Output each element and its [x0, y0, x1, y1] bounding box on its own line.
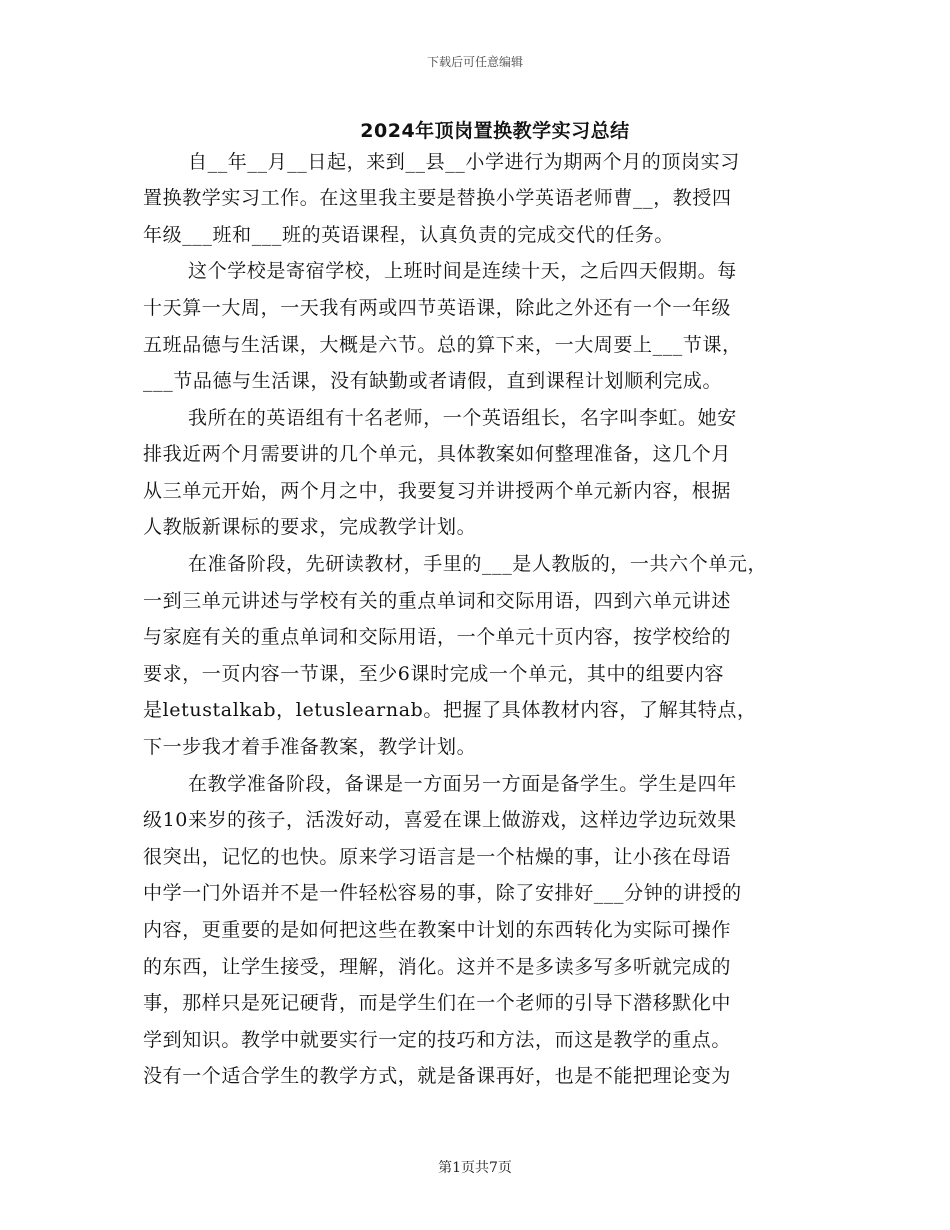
body-line: 级10来岁的孩子，活泼好动，喜爱在课上做游戏，这样边学边玩效果	[143, 809, 737, 831]
body-line: 我所在的英语组有十名老师，一个英语组长，名字叫李虹。她安	[188, 407, 737, 429]
body-line: 置换教学实习工作。在这里我主要是替换小学英语老师曹__，教授四	[143, 187, 732, 209]
body-line: 的东西，让学生接受，理解，消化。这并不是多读多写多听就完成的	[143, 956, 732, 978]
body-line: 在教学准备阶段，备课是一方面另一方面是备学生。学生是四年	[188, 773, 737, 795]
body-line: 是letustalkab，letuslearnab。把握了具体教材内容，了解其特点，	[143, 699, 757, 721]
body-line: 十天算一大周，一天我有两或四节英语课，除此之外还有一个一年级	[143, 297, 732, 319]
body-line: 学到知识。教学中就要实行一定的技巧和方法，而这是教学的重点。	[143, 1029, 732, 1051]
body-line: 人教版新课标的要求，完成教学计划。	[143, 516, 477, 538]
page-header: 下载后可任意编辑	[426, 55, 523, 69]
body-line: 中学一门外语并不是一件轻松容易的事，除了安排好___分钟的讲授的	[143, 882, 742, 904]
body-line: 这个学校是寄宿学校，上班时间是连续十天，之后四天假期。每	[188, 260, 737, 282]
body-line: 五班品德与生活课，大概是六节。总的算下来，一大周要上___节课，	[143, 334, 742, 356]
body-line: 内容，更重要的是如何把这些在教案中计划的东西转化为实际可操作	[143, 919, 732, 941]
body-line: 事，那样只是死记硬背，而是学生们在一个老师的引导下潜移默化中	[143, 992, 732, 1014]
body-line: 一到三单元讲述与学校有关的重点单词和交际用语，四到六单元讲述	[143, 590, 732, 612]
body-line: 排我近两个月需要讲的几个单元，具体教案如何整理准备，这几个月	[143, 443, 732, 465]
body-line: ___节品德与生活课，没有缺勤或者请假，直到课程计划顺利完成。	[143, 370, 723, 392]
document-title: 2024年顶岗置换教学实习总结	[360, 120, 630, 142]
body-line: 年级___班和___班的英语课程，认真负责的完成交代的任务。	[143, 224, 675, 246]
body-line: 与家庭有关的重点单词和交际用语，一个单元十页内容，按学校给的	[143, 626, 732, 648]
body-line: 没有一个适合学生的教学方式，就是备课再好，也是不能把理论变为	[143, 1065, 732, 1087]
body-line: 要求，一页内容一节课，至少6课时完成一个单元，其中的组要内容	[143, 663, 725, 685]
body-line: 很突出，记忆的也快。原来学习语言是一个枯燥的事，让小孩在母语	[143, 846, 732, 868]
body-line: 下一步我才着手准备教案，教学计划。	[143, 736, 477, 758]
page-footer: 第1页共7页	[438, 1160, 512, 1176]
body-line: 从三单元开始，两个月之中，我要复习并讲授两个单元新内容，根据	[143, 480, 732, 502]
body-line: 在准备阶段，先研读教材，手里的___是人教版的，一共六个单元，	[188, 553, 768, 575]
body-line: 自__年__月__日起，来到__县__小学进行为期两个月的顶岗实习	[188, 151, 740, 173]
